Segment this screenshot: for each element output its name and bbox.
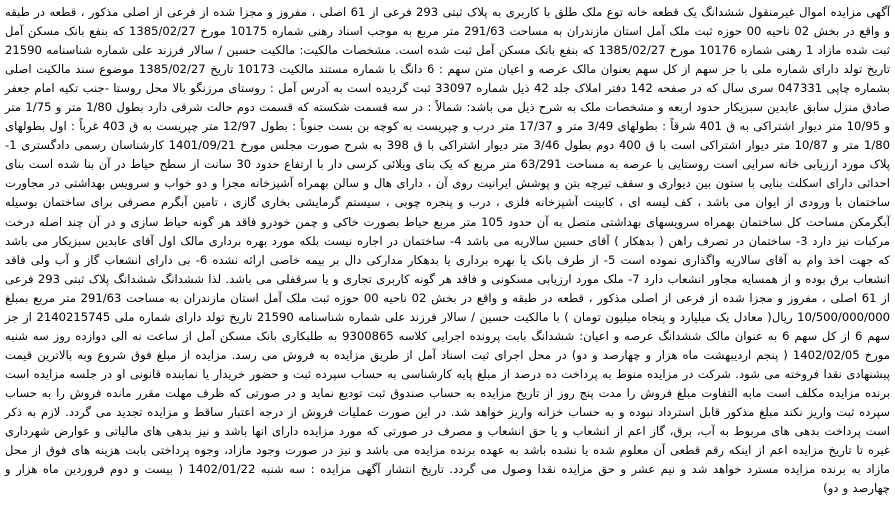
notice-body-text: آگهی مزایده اموال غیرمنقول ششدانگ یک قطعه خانه توع ملک طلق با کاربری به پلاک ثبتی 293 فرعی از 61 اصلی ، مفروز و مجزا شده از فرعی از اصلی مذکور ، قطعه در طبقه و واقع در بخش 02 ناحیه 00 حوزه ثبت ملک آمل استان مازندران به مساحت 291/63 متر مربع به موجب اسناد رهنی شماره 10175 مورخ 1385/02/27 که بنفع بانک مسکن آمل ثبت شده مازاد 1 رهنی شماره 10176 مورخ 1385/02/27 که بنفع بانک مسکن آمل ثبت شده است. مشخصات مالکیت: مالکیت حسین / سالار فرزند علی شماره شناسنامه 21590 تاریخ تولد دارای شماره ملی با جز سهم از کل سهم بعنوان مالک عرصه و اعیان متن سهم : 6 دانگ با شماره مستند مالکیت 10173 تاریخ 1385/02/27 موضوع سند مالکیت اصلی بشماره چاپی 047331 سری سال که در صفحه 142 دفتر املاک جلد 42 ذیل شماره 33097 ثبت گردیده است به آدرس آمل : روستای مرزنگو بالا محل روستا -جنب تکیه امام جعفر صادق منزل سابق عابدین سبزیکار حدود اربعه و مشخصات ملک به شرح ذیل می باشد: شمالاً : در سه قسمت شکسته که قسمت دوم حالت شرقی دارد بطول 1/80 متر و 1/75 متر و 10/95 متر دیوار اشتراکی به ق 401 شرقاً : بطولهای 3/49 متر و 17/37 متر درب و چپریست به کوچه بن بست جنوباً : بطول 12/97 متر چپریست به ق 403 غرباً : اول بطولهای 1/80 متر و 10/87 متر دیوار اشتراکی است با ق 400 دوم بطول 3/46 متر دیوار اشتراکی با ق 398 به شرح صورت مجلس مورخ 1401/09/21 کارشناسان رسمی دادگستری 1-پلاک مورد ارزیابی خانه سرایی است روستایی با عرصه به مساحت 63/291 متر مربع که یک بنای ویلائی کرسی دار با ارتفاع حدود 30 سانت از سطح حیاط در آن بنا شده است بنای احداثی دارای اسکلت بنایی با ستون بین دیواری و سقف تیرچه بتن و پوشش ایرانیت روی آن ، دارای هال و سالن بهمراه آشپزخانه مجزا و دو خواب و سرویس بهداشتی در مجاورت ساختمان با ورودی از ایوان می باشد ، کف لیسه ای ، کابینت آشپزخانه فلزی ، درب و پنجره چوبی ، سیستم گرمایشی بخاری گازی ، تامین آبگرم مصرفی برای ساختمان بوسیله آبگرمکن مساحت کل ساختمان بهمراه سرویسهای بهداشتی متصل به آن حدود 105 متر مربع حیاط بصورت خاکی و چمن خودرو فاقد هر گونه حیاط سازی و در آن چند اصله درخت مرکبات نیز دارد 3- ساختمان در تصرف راهن ( بدهکار ) آقای حسین سالاریه می باشد 4- ساختمان در اجاره نیست بلکه مورد بهره برداری مالک اول آقای عابدین سبزیکار می باشد که جهت اخذ وام به آقای سالاریه واگذاری نموده است 5- از طرف بانک یا بهره برداری یا بدهکار مدارکی دال بر بیمه خاصی ارائه نشده 6- بی دارای انشعاب گاز و آب ولی فاقد انشعاب برق بوده و از همسایه مجاور انشعاب دارد 7- ملک مورد ارزیابی مسکونی و فاقد هر گونه کاربری تجاری و یا سرقفلی می باشد. لذا ششدانگ ششدانگ پلاک ثبتی 293 فرعی از 61 اصلی ، مفروز و مجزا شده از فرعی از اصلی مذکور ، قطعه در طبقه و واقع در بخش 02 ناحیه 00 حوزه ثبت ملک آمل استان مازندران به مساحت 291/63 متر مربع بمبلغ 10/500/000/000 ریال( معادل یک میلیارد و پنجاه میلیون تومان ) با مالکیت حسین / سالار فرزند علی شماره شناسنامه 21590 تاریخ تولد دارای شماره ملی 2140215745 از جز سهم 6 از کل سهم 6 به عنوان مالک ششدانگ عرصه و اعیان: ششدانگ بابت پرونده اجرایی کلاسه 9300865 به طلبکاری بانک مسکن آمل از ساعت نه الی دوازده روز سه شنبه مورخ 1402/02/05 ( پنجم اردیبهشت ماه هزار و چهارصد و دو) در محل اجرای ثبت اسناد آمل از طریق مزایده به فروش می رسد. مزایده از مبلغ فوق شروع وبه بالاترین قیمت پیشنهادی نقدا فروخته می شود. شرکت در مزایده منوط به پرداخت ده درصد از مبلغ پایه کارشناسی به حساب سپرده ثبت و حضور خریدار یا نماینده قانونی او در جلسه مزایده است برنده مزایده مکلف است مابه التفاوت مبلغ فروش را مدت پنج روز از تاریخ مزایده به حساب صندوق ثبت تودیع نماید و در صورتی که ظرف مهلت مقرر مانده فروش را به حساب سپرده ثبت واریز نکند مبلغ مذکور قابل استرداد نبوده و به حساب خزانه واریز خواهد شد. در این صورت عملیات فروش از درجه اعتبار ساقط و مزایده تجدید می گردد. لازم به ذکر است پرداخت بدهی های مربوط به آب، برق، گاز اعم از انشعاب و یا حق انشعاب و مصرف در صورتی که مورد مزایده دارای انها باشد و نیز بدهی های مالیاتی و عوارض شهرداری غیره تا تاریخ مزایده اعم از اینکه رقم قطعی آن معلوم شده یا نشده باشد به عهده برنده مزایده می باشد و نیز در صورت وجود مازاد، وجوه پرداختی بابت هزینه های فوق از محل مازاد به برنده مزایده مسترد خواهد شد و نیم عشر و حق مزایده نقدا وصول می گردد. تاریخ انتشار آگهی مزایده : سه شنبه 1402/01/22 ( بیست و دوم فروردین ماه هزار و چهارصد و دو) bbox=[5, 5, 891, 496]
